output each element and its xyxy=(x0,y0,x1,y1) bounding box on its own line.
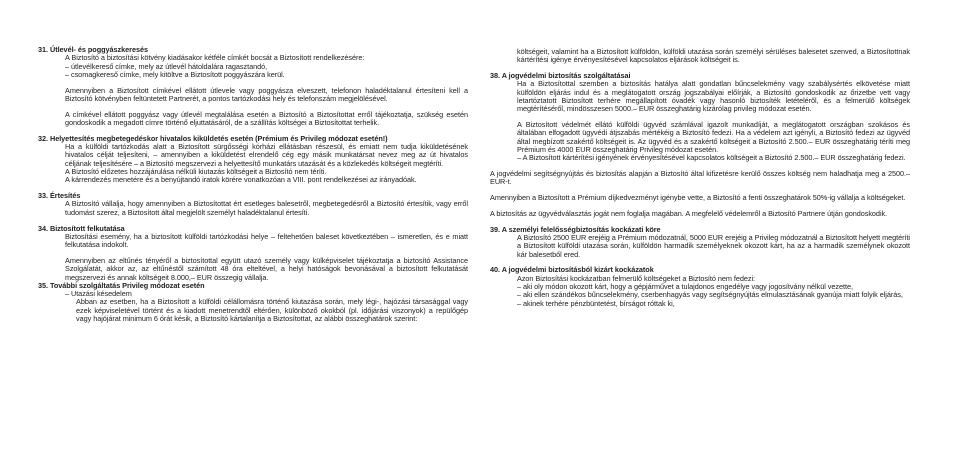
section-38-line: – A Biztosított kártérítési igényének érvényesítésével kapcsolatos költségeit a Biztosító 2.500.– EUR összeghatárig fedezi. xyxy=(517,153,906,163)
section-34-title: 34. Biztosított felkutatása xyxy=(38,223,125,233)
right-column xyxy=(490,48,910,308)
section-31-line: A Biztosító a biztosítási kötvény kiadásakor kétféle címkét bocsát a Biztosított rendelkezésére: xyxy=(65,53,365,63)
section-35-line: – Utazási késedelem xyxy=(65,289,132,299)
section-38-paragraph: Ha a Biztosítottal szemben a biztosítás hatálya alatt gondatlan bűncselekmény vagy szabálysértés elkövetése miatt külföldön eljárás indul és a meglátogatott ország jogszabályai előírják, a Biztosító gondoskodik az őrizetbe vett vagy letartóztatott Biztosított terhére megállapított óvadék vagy hasonló biztosíték letételéről, és a felmerülő költségek megtérítéséről, mindösszesen 5000.– EUR összeghatárig kizárólag privileg módozat esetén. xyxy=(517,79,910,114)
section-32-paragraph: Ha a külföldi tartózkodás alatt a Biztosított sürgősségi kórházi ellátásban részesül, és emiatt nem tudja kiküldetésének hivatalos célját teljesíteni, – amennyiben a kiküldetést elrendelő cég egy másik munkatársat nevez meg az út hivatalos céljának teljesítésére – a Biztosító megszervezi a helyettesítő munkatárs utazását és a közlekedés költségeit megtéríti. xyxy=(65,142,468,168)
section-31-line: – csomagkereső címke, mely kitöltve a Biztosított poggyászára kerül. xyxy=(65,69,285,79)
section-33-title: 33. Értesítés xyxy=(38,191,81,201)
section-38-paragraph: A Biztosított védelmét ellátó külföldi ügyvéd számlával igazolt munkadíját, a meglátogatott országban szokásos és általában elfogadott ügyvédi átjszabás mértékéig a Biztosító fedezi. Ha a védelem azt igényli, a Biztosító fedezi az ügyvéd által megbízott szakértő költségeit is. Az ügyvéd és a szakértő költségeit a Biztosító 2.500.– EUR összeghatárig téríti meg Prémium és 4000 EUR összeghatárig Privileg módozat esetén. xyxy=(517,120,910,154)
section-31-line: – útlevélkereső címke, mely az útlevél hátoldalára ragasztandó, xyxy=(65,61,268,71)
paragraph: A jogvédelmi segítségnyújtás és biztosítás alapján a Biztosító által kifizetésre kerülő összes költség nem haladhatja meg a 2500.– EUR-t. xyxy=(490,169,910,187)
continued-paragraph: költségeit, valamint ha a Biztosított külföldön, külföldi utazása során személyi sérüléses balesetet szenved, a Biztosítottnak kártérítési igénye érvényesítésével kapcsolatos eljárások költségeit is. xyxy=(517,47,910,65)
section-39-title: 39. A személyi felelősségbiztosítás kockázati köre xyxy=(490,224,661,234)
section-39-paragraph: A Biztosító 2500 EUR erejéig a Prémium módozatnál, 5000 EUR erejéig a Privileg módozatnál a Biztosított helyett megtéríti a Biztosított külföldi utazása során, külföldön harmadik személyeknek okozott kárt, ha az a harmadik személynek okozott kár balesetből ered. xyxy=(517,233,910,259)
section-32-line: A Biztosító előzetes hozzájárulása nélküli kiutazás költségeit a Biztosító nem téríti. xyxy=(65,167,327,177)
section-35-title: 35. További szolgáltatás Privileg módozat esetén xyxy=(38,280,205,290)
section-38-title: 38. A jogvédelmi biztosítás szolgáltatásai xyxy=(490,71,631,81)
section-31-title: 31. Útlevél- és poggyászkeresés xyxy=(38,45,148,54)
left-column xyxy=(38,46,468,323)
section-34-paragraph: Amennyiben az eltűnés tényéről a biztosítottal együtt utazó személy vagy külképviselet tájékoztatja a biztosító Assistance Szolgálatát, akkor az, az eltűnéstől számított 48 óra elteltével, a helyi hatóságok bevonásával a biztosított felkutatását megszervezi és annak költségeit 8.000,– EUR összegig vállalja. xyxy=(65,255,468,282)
section-40-title: 40. A jogvédelmi biztosításból kizárt kockázatok xyxy=(490,265,654,275)
section-40-paragraph: Azon Biztosítási kockázatban felmerülő költségeket a Biztosító nem fedezi: xyxy=(517,273,756,283)
section-33-paragraph: A Biztosító vállalja, hogy amennyiben a Biztosítottat ért esetleges balesetről, megbetegedésről a Biztosító értesítik, vagy erről tudomást szerez, a Biztosított által megjelölt személyt haladéktalanul értesíti. xyxy=(65,199,468,217)
section-31-paragraph: A címkével ellátott poggyász vagy útlevél megtalálása esetén a Biztosító a Biztosítottat erről tájékoztatja, szükség esetén gondoskodik a megadott címre történő eljuttatásáról, de a szállítás költségei a Biztosítottat terhelik. xyxy=(65,109,468,128)
section-35-paragraph: Abban az esetben, ha a Biztosított a külföldi célállomásra történő kiutazása során, mely légi-, hajózási társasággal vagy ezek képviseletével történt és a kiadott menetrendtől eltérően, különböző okokból (pl. időjárási viszonyok) a repülőgép vagy hajójárat minimum 6 órát késik, a Biztosító kártalanítja a Biztosítottat, az alábbi összeghatárok szerint: xyxy=(76,297,468,324)
paragraph: A biztosítás az ügyvédválasztás jogát nem foglalja magában. A megfelelő védelemről a Biztosító Partnere útján gondoskodik. xyxy=(490,208,888,218)
section-40-item: – aki ellen szándékos bűncselekmény, cserbenhagyás vagy segítségnyújtás elmulasztásának gyanúja miatt folyik eljárás, xyxy=(517,290,903,300)
section-40-item: – akinek terhére pénzbüntetést, bírságot róttak ki, xyxy=(517,298,675,308)
section-40-item: – aki oly módon okozott kárt, hogy a gépjárművet a tulajdonos engedélye vagy jogosítvány nélkül vezette, xyxy=(517,282,853,292)
section-31-paragraph: Amennyiben a Biztosított címkével ellátott útlevele vagy poggyásza elveszett, telefonon haladéktalanul értesíteni kell a Biztosító kötvényben feltüntetett Partnerét, a pontos tartózkodási hely és telefonszám megjelölésével. xyxy=(65,85,468,103)
paragraph: Amennyiben a Biztosított a Prémium díjkedvezményt igénybe vette, a Biztosító a fenti összeghatárok 50%-ig vállalja a költségeket. xyxy=(490,193,906,203)
section-32-title: 32. Helyettesítés megbetegedéskor hivatalos kiküldetés esetén (Prémium és Privileg módozat esetén!) xyxy=(38,133,388,143)
section-34-paragraph: Biztosítási esemény, ha a biztosított külföldi tartózkodási helye – feltehetően baleset következtében – ismeretlen, és e miatt felkutatása indokolt. xyxy=(65,231,468,250)
section-32-line: A kárrendezés menetére és a benyújtandó iratok körére vonatkozóan a VIII. pont rendelkezései az irányadóak. xyxy=(65,175,417,185)
